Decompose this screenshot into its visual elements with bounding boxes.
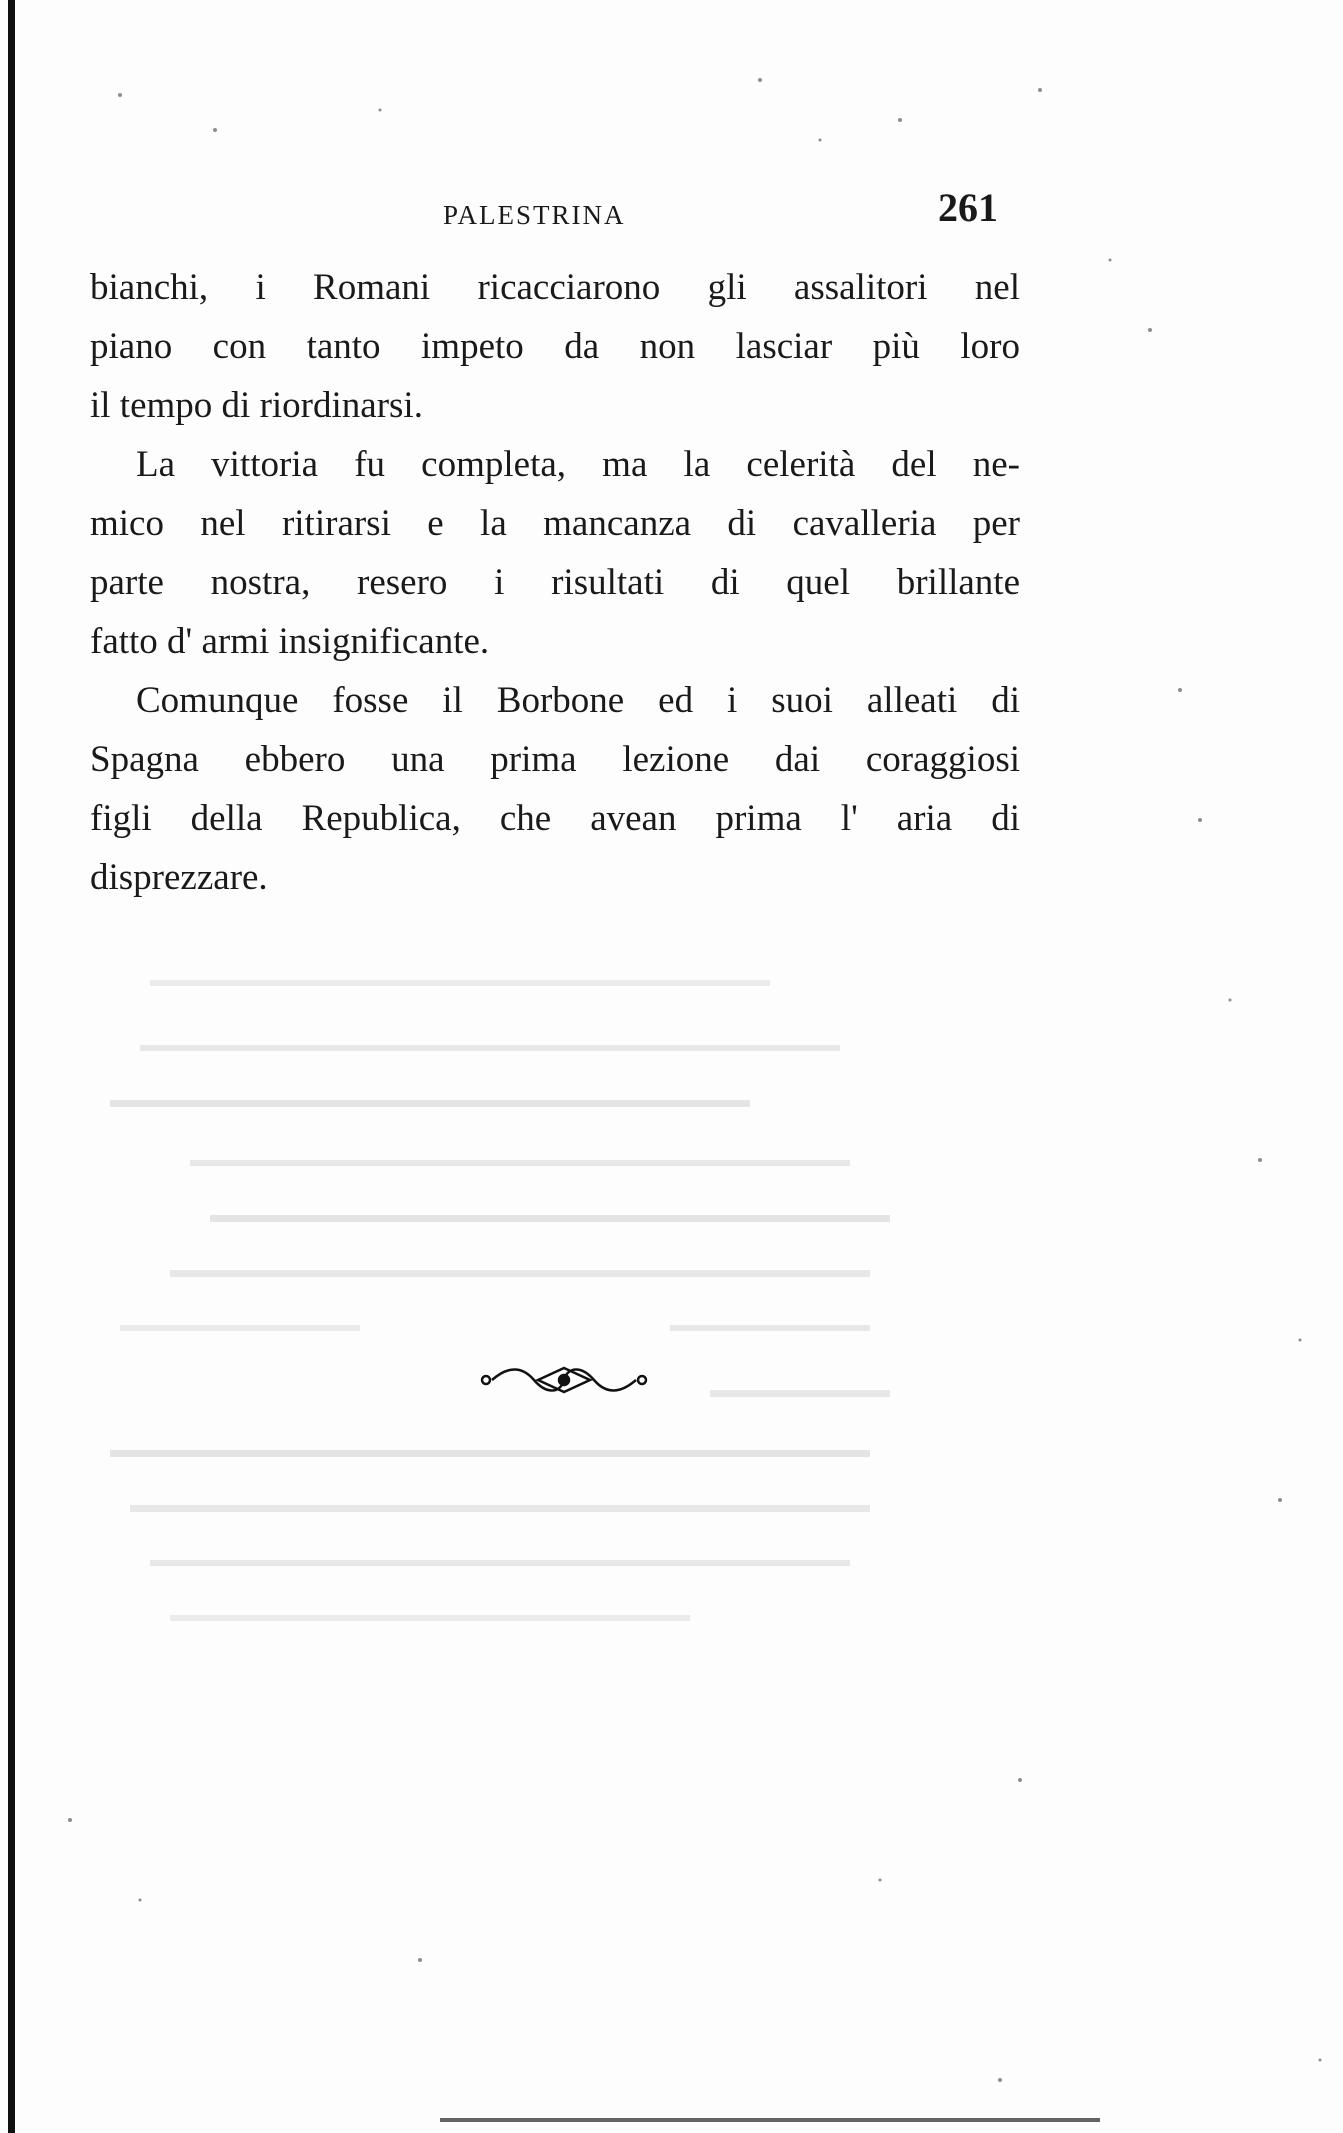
running-title: PALESTRINA <box>443 200 626 230</box>
decorative-tailpiece-icon <box>478 1360 650 1400</box>
text-line: parte nostra, resero i risultati di quel brillante <box>90 562 1020 603</box>
text-line: disprezzare. <box>90 857 268 898</box>
text-line: mico nel ritirarsi e la mancanza di cavalleria per <box>90 503 1020 544</box>
text-line: La vittoria fu completa, ma la celerità del ne- <box>136 444 1020 485</box>
text-line: il tempo di riordinarsi. <box>90 385 423 426</box>
text-line: bianchi, i Romani ricacciarono gli assalitori nel <box>90 267 1020 308</box>
bleed-through-texture <box>110 960 1060 1660</box>
text-line: Comunque fosse il Borbone ed i suoi alleati di <box>136 680 1020 721</box>
text-line: Spagna ebbero una prima lezione dai coraggiosi <box>90 739 1020 780</box>
text-line: piano con tanto impeto da non lasciar più loro <box>90 326 1020 367</box>
text-line: figli della Republica, che avean prima l' aria di <box>90 798 1020 839</box>
text-line: fatto d' armi insignificante. <box>90 621 490 662</box>
body-text <box>90 258 1020 907</box>
page-edge-shadow <box>8 0 15 2133</box>
page-number: 261 <box>938 185 998 230</box>
page-bottom-edge <box>440 2118 1100 2122</box>
